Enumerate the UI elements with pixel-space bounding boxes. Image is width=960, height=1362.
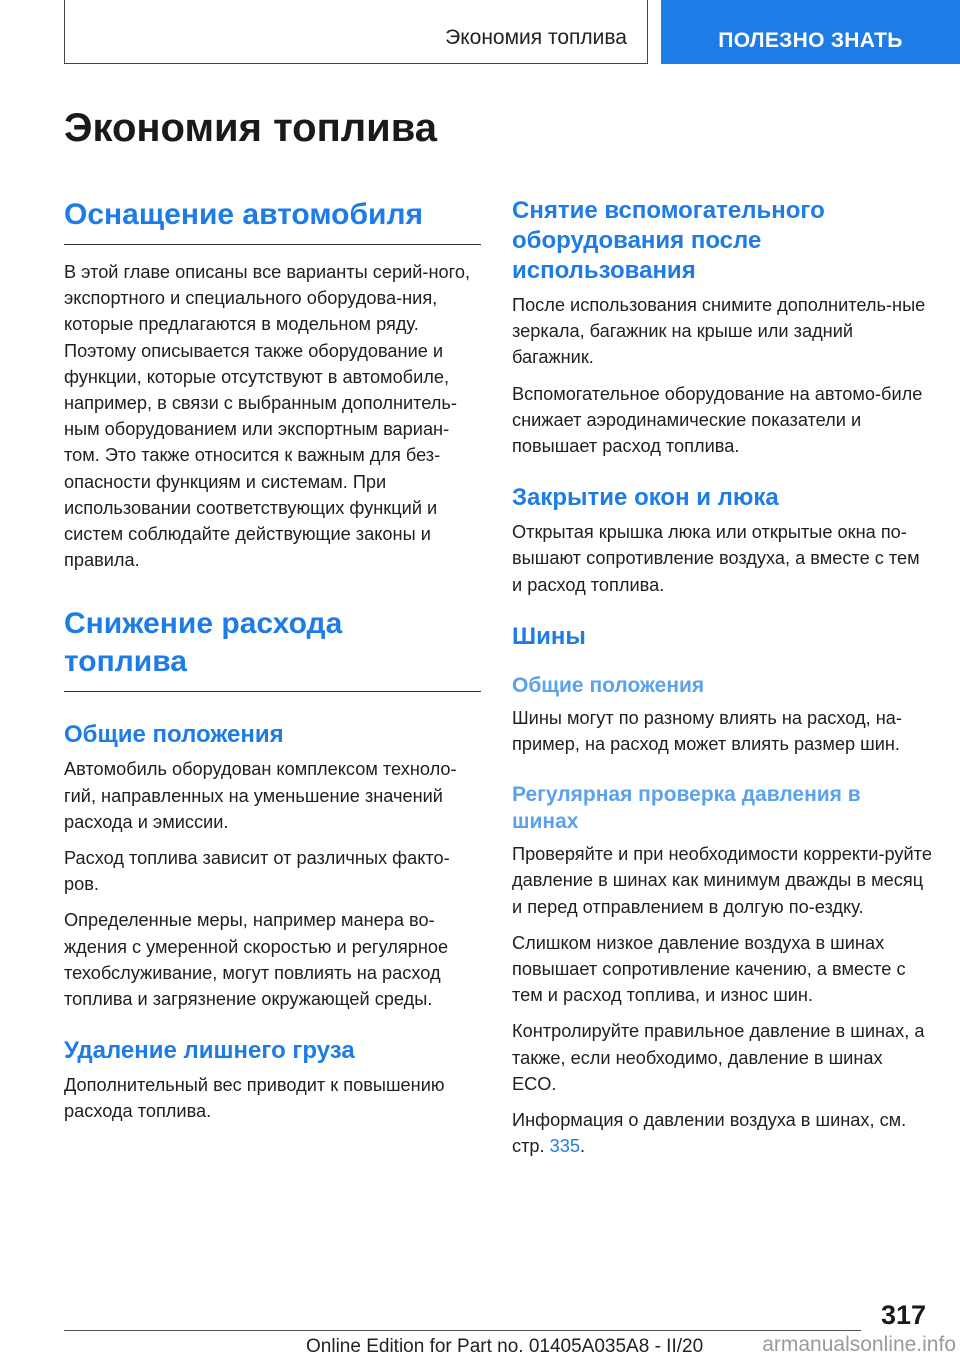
paragraph: Слишком низкое давление воздуха в шинах повышает сопротивление качению, а вместе с тем и расход топлива, и износ шин.	[512, 932, 906, 1006]
paragraph: Открытая крышка люка или открытые окна по-вышают сопротивление воздуха, а вместе с тем и расход топлива.	[512, 522, 920, 595]
paragraph: Автомобиль оборудован комплексом техноло-гий, направленных на уменьшение значений расхода и эмиссии.	[64, 759, 457, 832]
section-heading-fuel-reduction: Снижение расхода топлива	[64, 607, 343, 679]
section-heading-wrap	[64, 605, 481, 692]
paragraph: Контролируйте правильное давление в шинах, а также, если необходимо, давление в шинах ECO.	[512, 1021, 925, 1094]
page-link[interactable]: 335	[549, 1136, 581, 1157]
footer-divider	[64, 1330, 861, 1331]
header-section-title: Экономия топлива	[445, 26, 627, 49]
subheading-remove-cargo: Удаление лишнего груза	[64, 1037, 355, 1065]
left-column	[64, 196, 481, 1135]
section-heading-equipment: Оснащение автомобиля	[64, 198, 424, 231]
paragraph: Вспомогательное оборудование на автомо-биле снижает аэродинамические показатели и повышает расход топлива.	[512, 383, 923, 457]
subheading-tire-pressure: Регулярная проверка давления в шинах	[512, 783, 861, 834]
subheading-remove-accessories: Снятие вспомогательного оборудования после использования	[512, 197, 825, 284]
subheading-general: Общие положения	[64, 721, 284, 749]
subheading-close-windows: Закрытие окон и люка	[512, 484, 779, 512]
subheading-tires: Шины	[512, 622, 586, 650]
page-number: 317	[880, 1300, 926, 1330]
paragraph: Шины могут по разному влиять на расход, на-пример, на расход может влиять размер шин.	[512, 707, 902, 755]
page-title: Экономия топлива	[64, 106, 438, 150]
paragraph-end: .	[580, 1136, 586, 1157]
paragraph: В этой главе описаны все варианты серий-ного, экспортного и специального оборудова-ния, которые предлагаются в модельном ряду. Поэтому описывается также оборудование и функции, которые отсутствуют в автомобиле, например, в связи с выбранным дополнитель-ным оборудованием или экспортным вариан-том. Это также относится к важным для без-опасности функциям и системам. При использовании соответствующих функций и систем соблюдайте действующие законы и правила.	[64, 262, 471, 571]
paragraph: Дополнительный вес приводит к повышению расхода топлива.	[64, 1075, 445, 1122]
subheading-tires-general: Общие положения	[512, 673, 705, 697]
right-column	[512, 196, 932, 1169]
paragraph-with-link	[512, 1107, 932, 1159]
paragraph: Расход топлива зависит от различных факто-ров.	[64, 848, 450, 895]
paragraph-text: Информация о давлении воздуха в шинах, см. стр.	[512, 1110, 907, 1157]
header-box	[64, 0, 648, 64]
section-heading-wrap	[64, 196, 481, 245]
paragraph: Проверяйте и при необходимости корректи-руйте давление в шинах как минимум дважды в месяц и перед отправлением в долгую по-ездку.	[512, 844, 932, 917]
header-chapter-tab[interactable]: ПОЛЕЗНО ЗНАТЬ	[661, 0, 960, 64]
footer-edition: Online Edition for Part no. 01405A035A8 - II/20	[306, 1336, 704, 1357]
watermark: armanualsonline.info	[762, 1333, 956, 1356]
paragraph: После использования снимите дополнитель-ные зеркала, багажник на крыше или задний багажник.	[512, 295, 926, 368]
paragraph: Определенные меры, например манера во-ждения с умеренной скоростью и регулярное техобслуживание, могут повлиять на расход топлива и загрязнение окружающей среды.	[64, 910, 449, 1010]
